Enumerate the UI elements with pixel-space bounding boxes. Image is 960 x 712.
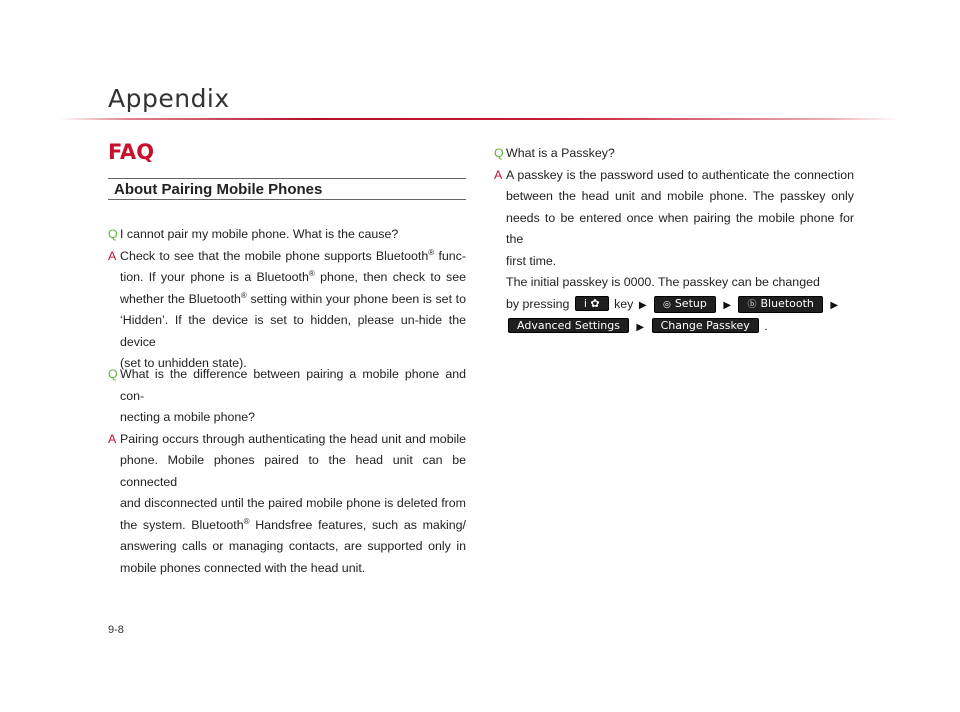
- setup-button: ◎ Setup: [654, 296, 716, 313]
- answer-line: between the head unit and mobile phone. The passkey only: [506, 189, 854, 203]
- a-marker: A: [108, 431, 117, 446]
- qa-item-pairing-vs-connecting: [108, 364, 466, 579]
- qa-item-pairing-cause: [108, 224, 466, 375]
- question: Q What is a Passkey?: [494, 143, 854, 165]
- change-passkey-button: Change Passkey: [652, 318, 759, 333]
- bluetooth-button: ⓑ Bluetooth: [738, 296, 822, 313]
- page-number: 9-8: [108, 624, 124, 636]
- question: necting a mobile phone?: [120, 410, 256, 424]
- answer-line: The initial passkey is 0000. The passkey can be changed: [506, 275, 820, 289]
- answer-line: the system. Bluetooth® Handsfree features, such as making/: [120, 516, 466, 532]
- q-marker: Q: [494, 146, 504, 160]
- answer-line: mobile phones connected with the head unit.: [120, 560, 366, 575]
- answer-line: ‘Hidden’. If the device is set to hidden, please un-hide the device: [120, 313, 466, 349]
- question: Q What is the difference between pairing a mobile phone and con-: [108, 364, 466, 407]
- answer-line: (set to unhidden state).: [120, 356, 247, 370]
- info-gear-icon: i ✿: [583, 296, 600, 310]
- answer-line: tion. If your phone is a Bluetooth® phone, then check to see: [120, 269, 467, 284]
- q-marker: Q: [108, 367, 118, 381]
- answer-line: answering calls or managing contacts, are supported only in: [120, 539, 466, 553]
- bluetooth-icon: ⓑ: [747, 299, 757, 310]
- answer-line: by pressing i ✿ key ▶ ◎ Setup ▶ ⓑ Bluetooth ▶: [506, 296, 839, 311]
- answer-line: and disconnected until the paired mobile phone is deleted from: [120, 496, 466, 510]
- q-marker: Q: [108, 227, 118, 241]
- section-heading: [108, 178, 466, 200]
- answer-line: A A passkey is the password used to authenticate the connection: [494, 165, 854, 187]
- header-divider: [60, 118, 900, 120]
- answer-line: needs to be entered once when pairing the mobile phone for the: [506, 210, 854, 246]
- arrow-right-icon: ▶: [723, 299, 732, 311]
- arrow-right-icon: ▶: [636, 322, 645, 333]
- a-marker: A: [108, 248, 117, 263]
- qa-item-passkey: [494, 143, 854, 339]
- answer-line: A Check to see that the mobile phone supports Bluetooth® func-: [108, 246, 466, 268]
- faq-title: FAQ: [108, 140, 155, 164]
- arrow-right-icon: ▶: [638, 299, 647, 311]
- advanced-settings-button: Advanced Settings: [508, 318, 629, 333]
- a-marker: A: [494, 167, 503, 182]
- section-heading-text: About Pairing Mobile Phones: [114, 181, 323, 198]
- answer-line: Advanced Settings ▶ Change Passkey .: [494, 316, 854, 339]
- answer-line: whether the Bluetooth® setting within your phone been is set to: [120, 290, 466, 306]
- setup-icon: ◎: [662, 299, 671, 310]
- arrow-right-icon: ▶: [830, 299, 839, 311]
- answer-line: A Pairing occurs through authenticating the head unit and mobile: [108, 429, 466, 451]
- info-setup-key-button: [575, 296, 609, 311]
- question: Q I cannot pair my mobile phone. What is the cause?: [108, 224, 466, 246]
- answer-line: first time.: [506, 253, 557, 268]
- answer-line: phone. Mobile phones paired to the head unit can be connected: [120, 453, 466, 489]
- page-header-title: Appendix: [108, 84, 230, 113]
